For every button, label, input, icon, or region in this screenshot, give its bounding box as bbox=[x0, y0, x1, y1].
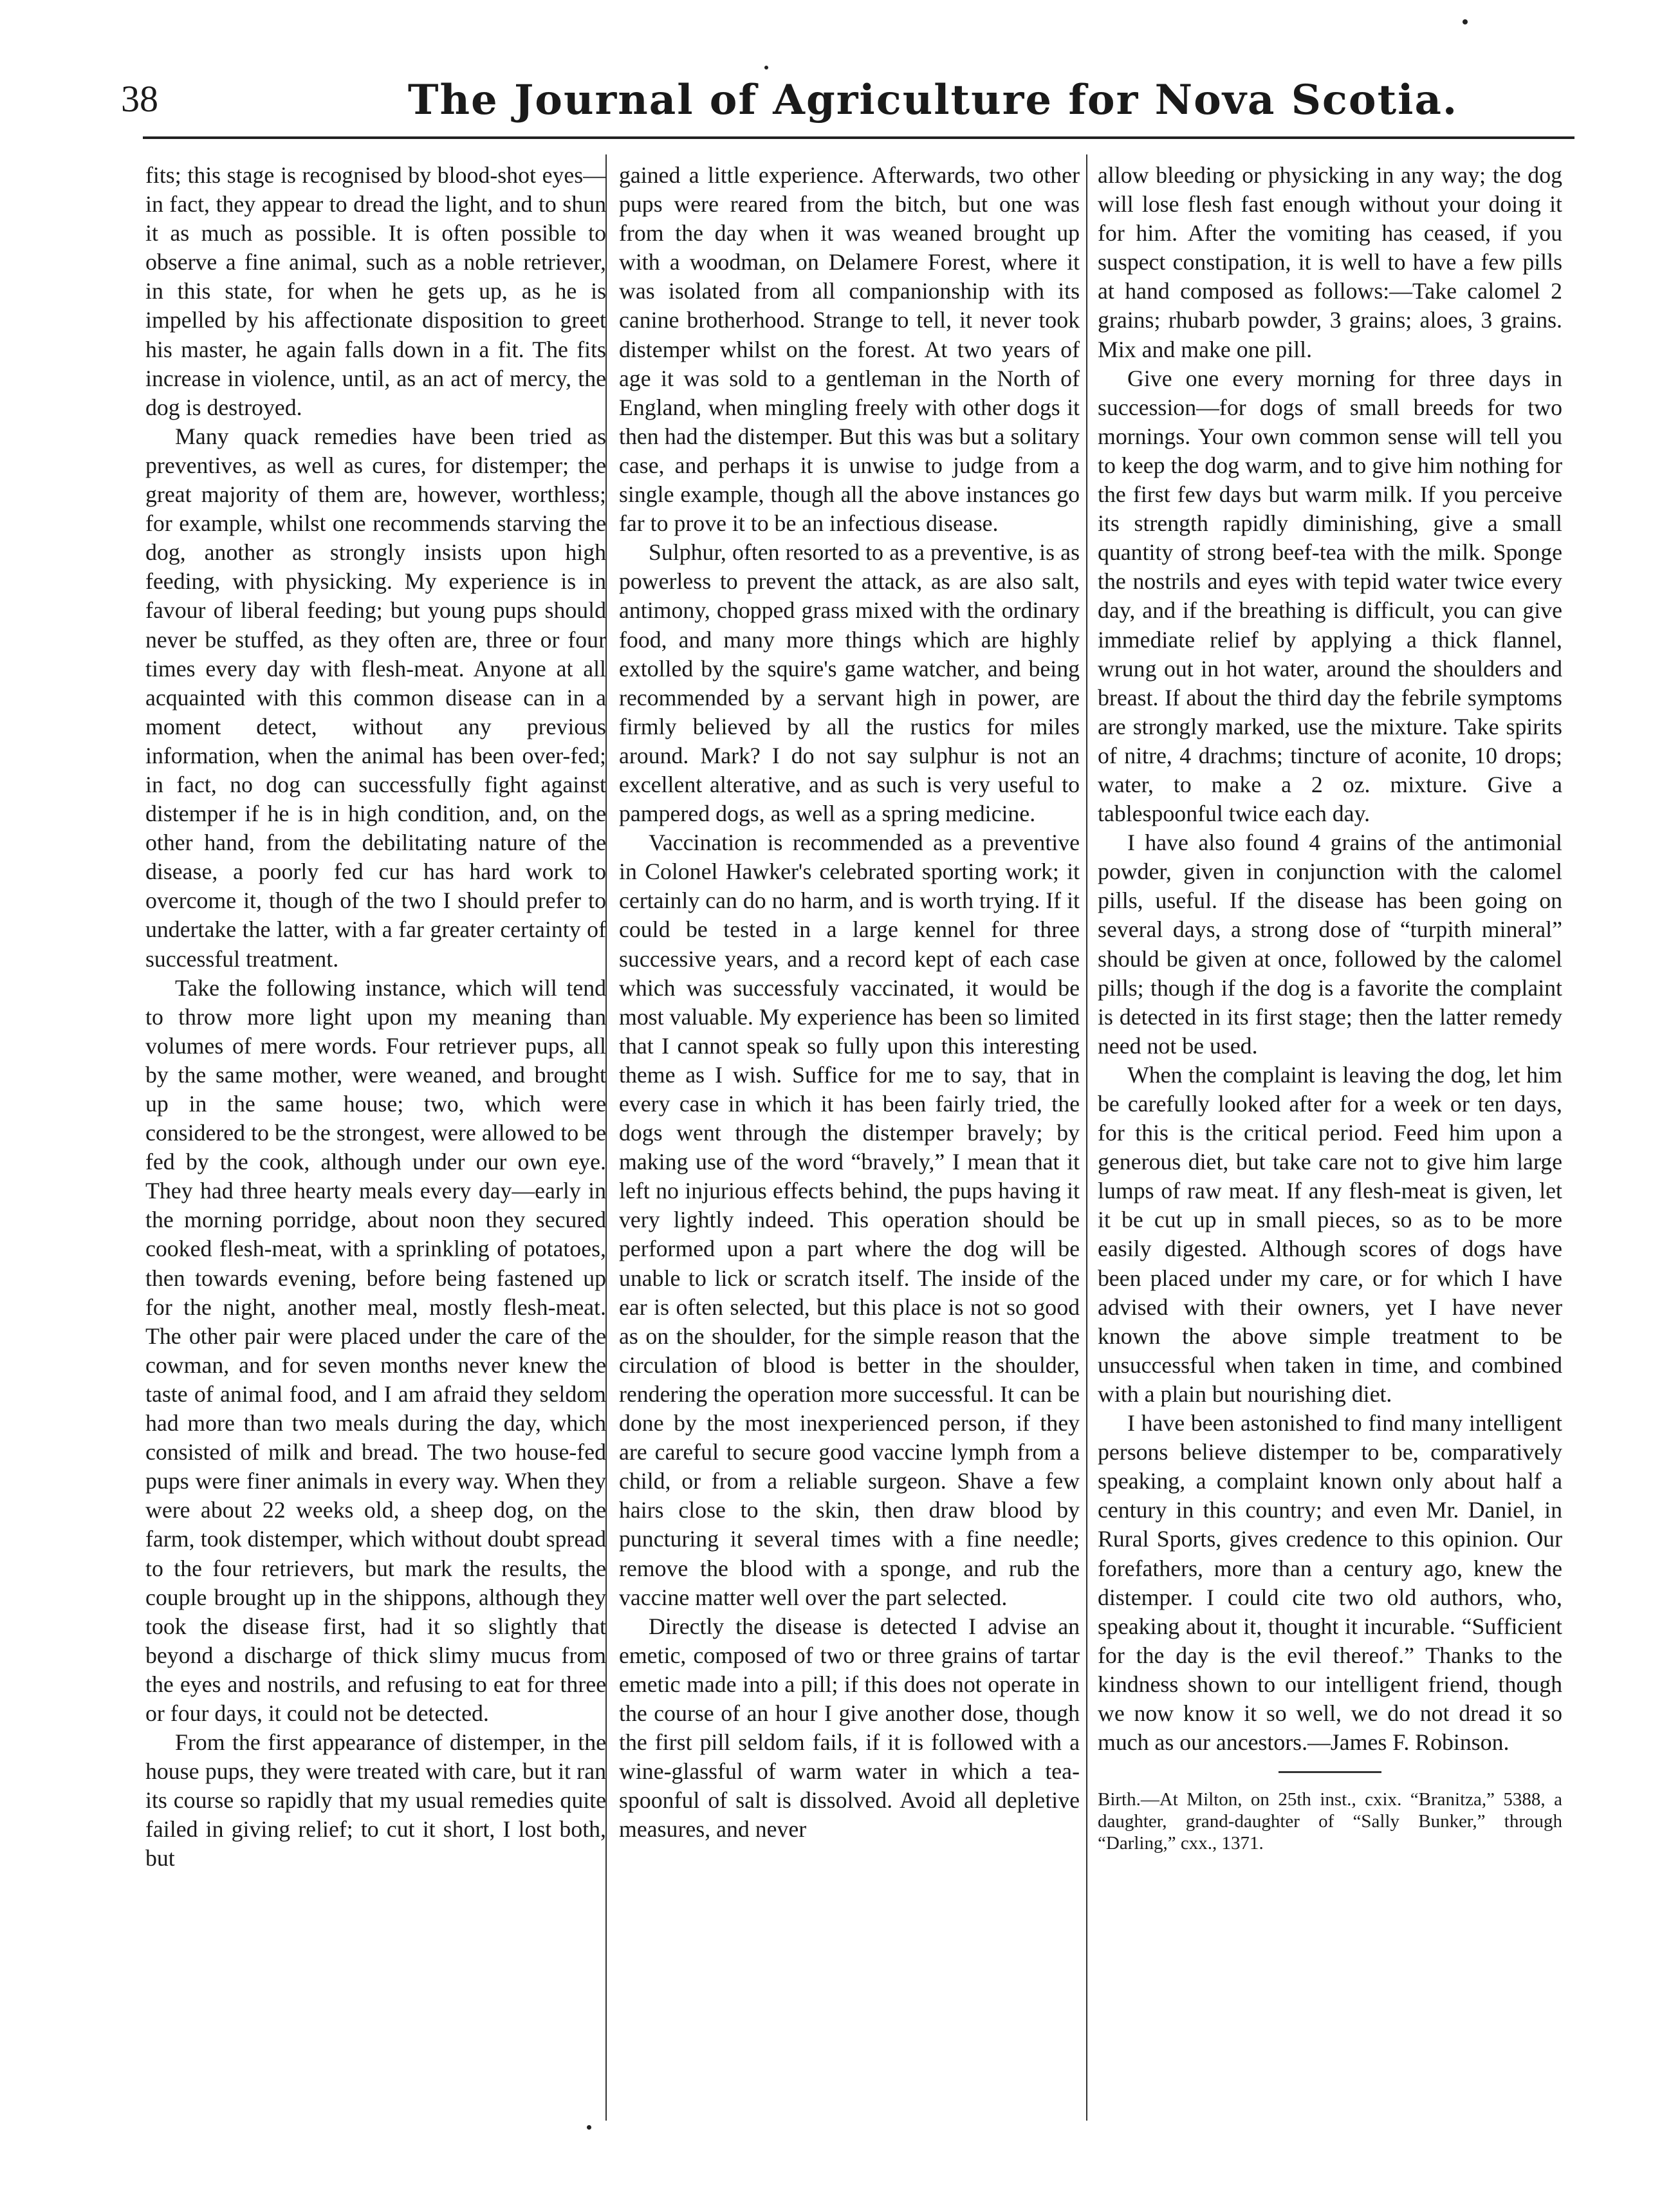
section-rule bbox=[1279, 1771, 1381, 1773]
paragraph: allow bleeding or physicking in any way; the dog will lose flesh fast enough without your doing it for him. After the vomiting has ceased, if you suspect constipation, it is well to have a few pills at hand composed as follows:—Take calomel 2 grains; rhubarb powder, 3 grains; aloes, 3 grains. Mix and make one pill. bbox=[1098, 162, 1562, 362]
paragraph: Vaccination is recommended as a preventive in Colonel Hawker's celebrated sporting work; it certainly can do no harm, and is worth trying. If it could be tested in a large kennel for three successive years, and a record kept of each case which was successfuly vaccinated, it would be most valuable. My experience has been so limited that I cannot speak so fully upon this interesting theme as I wish. Suffice for me to say, that in every case in which it has been fairly tried, the dogs went through the distemper bravely; by making use of the word “bravely,” I mean that it left no injurious effects behind, the pups having it very lightly indeed. This operation should be performed upon a part where the dog will be unable to lick or scratch itself. The inside of the ear is often selected, but this place is not so good as on the shoulder, for the simple reason that the circulation of blood is better in the shoulder, rendering the operation more successful. It can be done by the most inexperienced person, if they are careful to secure good vaccine lymph from a child, or from a reliable surgeon. Shave a few hairs close to the skin, then draw blood by puncturing it several times with a fine needle; remove the blood with a sponge, and rub the vaccine matter well over the part selected. bbox=[619, 830, 1080, 1610]
paragraph: Directly the disease is detected I advise an emetic, composed of two or three grains of tartar emetic made into a pill; if this does not operate in the course of an hour I give another dose, though the first pill seldom fails, if it is followed with a wine-glassful of warm water in which a tea-spoonful of salt is dissolved. Avoid all depletive measures, and never bbox=[619, 1613, 1080, 1843]
paragraph: From the first appearance of distemper, in the house pups, they were treated with care, but it ran its course so rapidly that my usual remedies quite failed in giving relief; to cut it short, I lost both, but bbox=[145, 1729, 606, 1872]
page-number: 38 bbox=[121, 78, 158, 120]
text-column-middle bbox=[619, 161, 1080, 1844]
paragraph: fits; this stage is recognised by blood-shot eyes—in fact, they appear to dread the light, and to shun it as much as possible. It is often possible to observe a fine animal, such as a noble retriever, in this state, for when he gets up, as he is impelled by his affectionate disposition to greet his master, he again falls down in a fit. The fits increase in violence, until, as an act of mercy, the dog is destroyed. bbox=[145, 162, 606, 420]
print-speck bbox=[1463, 19, 1468, 24]
birth-notice: Birth.—At Milton, on 25th inst., cxix. “Branitza,” 5388, a daughter, grand-daughter of “Sally Bunker,” through “Darling,” cxx., 1371. bbox=[1098, 1789, 1562, 1854]
paragraph: I have been astonished to find many intelligent persons believe distemper to be, comparatively speaking, a complaint known only about half a century in this country; and even Mr. Daniel, in Rural Sports, gives credence to this opinion. Our forefathers, more than a century ago, knew the distemper. I could cite two old authors, who, speaking about it, thought it incurable. “Sufficient for the day is the evil thereof.” Thanks to the kindness shown to our intelligent friend, though we now know it so well, we do not dread it so much as our ancestors.—James F. Robinson. bbox=[1098, 1410, 1562, 1756]
paragraph: When the complaint is leaving the dog, let him be carefully looked after for a week or ten days, for this is the critical period. Feed him upon a generous diet, but take care not to give him large lumps of raw meat. If any flesh-meat is given, let it be cut up in small pieces, so as to be more easily digested. Although scores of dogs have been placed under my care, or for which I have advised with their owners, yet I have never known the above simple treatment to be unsuccessful when taken in time, and combined with a plain but nourishing diet. bbox=[1098, 1061, 1562, 1407]
paragraph: Sulphur, often resorted to as a preventive, is as powerless to prevent the attack, as are also salt, antimony, chopped grass mixed with the ordinary food, and many more things which are highly extolled by the squire's game watcher, and being recommended by a servant high in power, are firmly believed by all the rustics for miles around. Mark? I do not say sulphur is not an excellent alterative, and as such is very useful to pampered dogs, as well as a spring medicine. bbox=[619, 539, 1080, 827]
journal-title: The Journal of Agriculture for Nova Scotia. bbox=[407, 76, 1459, 124]
print-speck bbox=[764, 66, 768, 70]
text-column-left bbox=[145, 161, 606, 1873]
column-rule bbox=[1086, 154, 1087, 2121]
paragraph: Give one every morning for three days in succession—for dogs of small breeds for two mornings. Your own common sense will tell you to keep the dog warm, and to give him nothing for the first few days but warm milk. If you perceive its strength rapidly diminishing, give a small quantity of strong beef-tea with the milk. Sponge the nostrils and eyes with tepid water twice every day, and if the breathing is difficult, you can give immediate relief by applying a thick flannel, wrung out in hot water, around the shoulders and breast. If about the third day the febrile symptoms are strongly marked, use the mixture. Take spirits of nitre, 4 drachms; tincture of aconite, 10 drops; water, to make a 2 oz. mixture. Give a tablespoonful twice each day. bbox=[1098, 365, 1562, 827]
header-rule bbox=[143, 136, 1574, 139]
text-column-right bbox=[1098, 161, 1562, 1854]
print-speck bbox=[587, 2125, 591, 2130]
paragraph: I have also found 4 grains of the antimonial powder, given in conjunction with the calomel pills, useful. If the disease has been going on several days, a strong dose of “turpith mineral” should be given at once, followed by the calomel pills; though if the dog is a favorite the complaint is detected in its first stage; then the latter remedy need not be used. bbox=[1098, 830, 1562, 1059]
paragraph: Take the following instance, which will tend to throw more light upon my meaning than volumes of mere words. Four retriever pups, all by the same mother, were weaned, and brought up in the same house; two, which were considered to be the strongest, were allowed to be fed by the cook, although under our own eye. They had three hearty meals every day—early in the morning porridge, about noon they secured cooked flesh-meat, with a sprinkling of potatoes, then towards evening, before being fastened up for the night, another meal, mostly flesh-meat. The other pair were placed under the care of the cowman, and for seven months never knew the taste of animal food, and I am afraid they seldom had more than two meals during the day, which consisted of milk and bread. The two house-fed pups were finer animals in every way. When they were about 22 weeks old, a sheep dog, on the farm, took distemper, which without doubt spread to the four retrievers, but mark the results, the couple brought up in the shippons, although they took the disease first, had it so slightly that beyond a discharge of thick slimy mucus from the eyes and nostrils, and refusing to eat for three or four days, it could not be detected. bbox=[145, 974, 606, 1726]
paragraph: Many quack remedies have been tried as preventives, as well as cures, for distemper; the great majority of them are, however, worthless; for example, whilst one recommends starving the dog, another as strongly insists upon high feeding, with physicking. My experience is in favour of liberal feeding; but young pups should never be stuffed, as they often are, three or four times every day with flesh-meat. Anyone at all acquainted with this common disease can in a moment detect, without any previous information, when the animal has been over-fed; in fact, no dog can successfully fight against distemper if he is in high condition, and, on the other hand, from the debilitating nature of the disease, a poorly fed cur has hard work to overcome it, though of the two I should prefer to undertake the latter, with a far greater certainty of successful treatment. bbox=[145, 423, 606, 972]
paragraph: gained a little experience. Afterwards, two other pups were reared from the bitch, but one was from the day when it was weaned brought up with a woodman, on Delamere Forest, where it was isolated from all companionship with its canine brotherhood. Strange to tell, it never took distemper whilst on the forest. At two years of age it was sold to a gentleman in the North of England, when mingling freely with other dogs it then had the distemper. But this was but a solitary case, and perhaps it is unwise to judge from a single example, though all the above instances go far to prove it to be an infectious disease. bbox=[619, 162, 1080, 537]
